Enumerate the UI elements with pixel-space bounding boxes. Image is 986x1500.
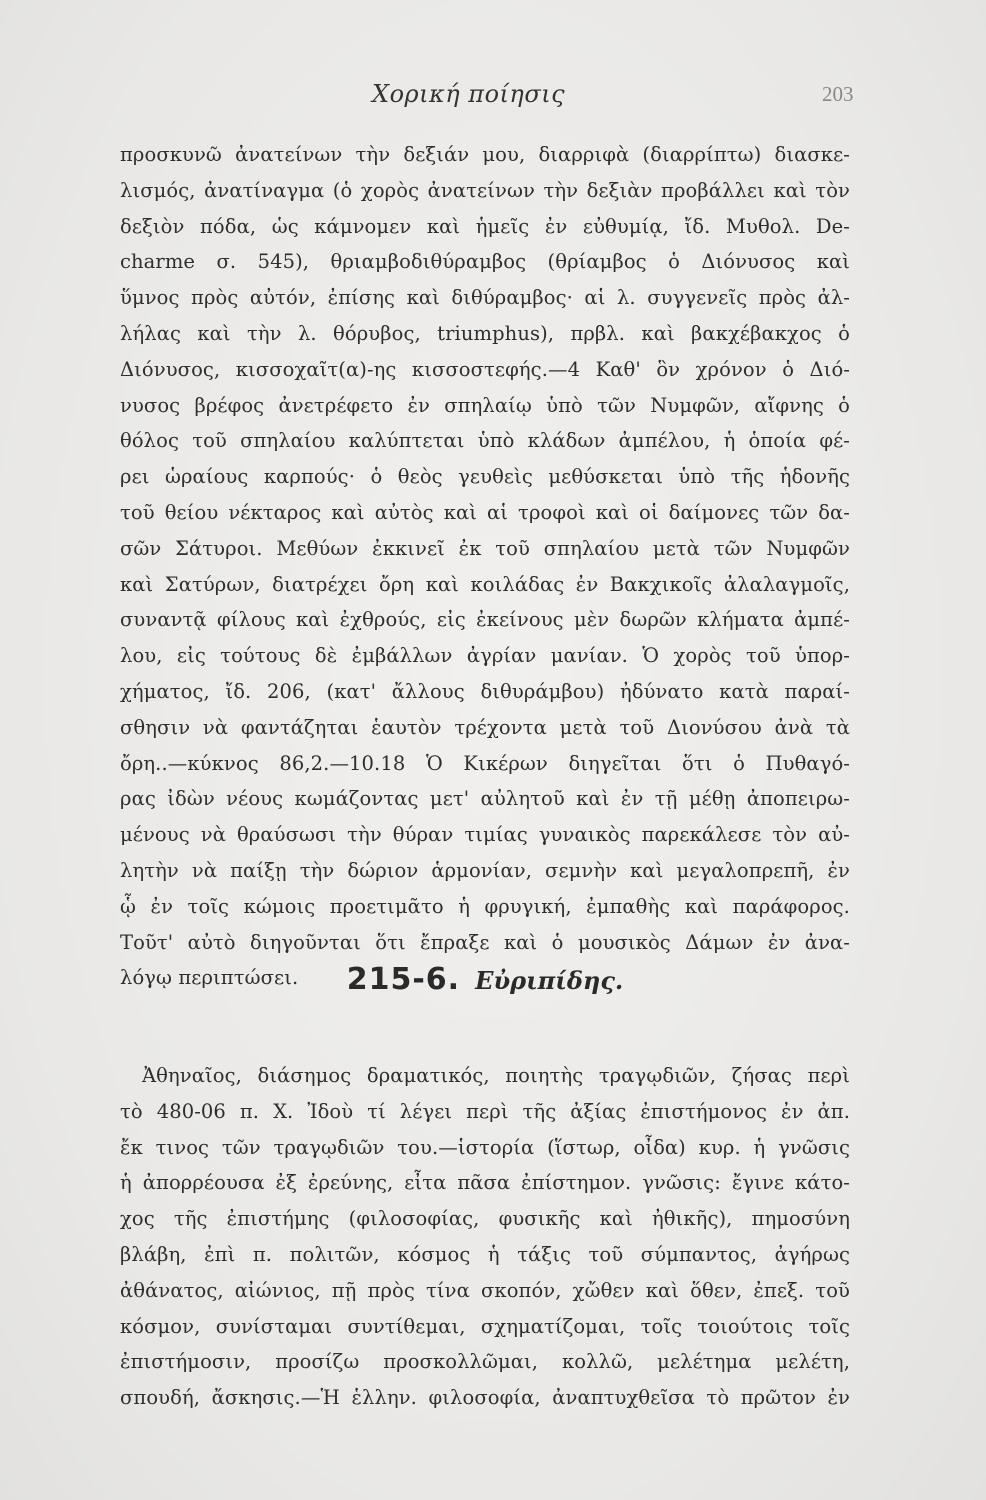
section-number: 215-6. <box>346 962 461 997</box>
section-heading <box>120 962 850 997</box>
text-line: Ἀθηναῖος, διάσημος δραματικός, ποιητὴς τραγῳδιῶν, ζήσας περὶ <box>142 1064 850 1087</box>
text-line: ρει ὡραίους καρπούς· ὁ θεὸς γευθεὶς μεθύσκεται ὑπὸ τῆς ἡδονῆς <box>120 465 850 489</box>
text-line: ὄρη..—κύκνος 86,2.—10.18 Ὁ Κικέρων διηγεῖται ὅτι ὁ Πυθαγό- <box>120 751 850 775</box>
text-line: ρας ἰδὼν νέους κωμάζοντας μετ' αὐλητοῦ καὶ ἐν τῇ μέθῃ ἀποπειρω- <box>120 787 850 811</box>
text-line: λητὴν νὰ παίξῃ τὴν δώριον ἁρμονίαν, σεμνὴν καὶ μεγαλοπρεπῆ, ἐν <box>120 858 850 882</box>
text-line: ἐπιστήμοσιν, προσίζω προσκολλῶμαι, κολλῶ, μελέτημα μελέτη, <box>120 1350 850 1374</box>
text-line: σθησιν νὰ φαντάζηται ἑαυτὸν τρέχοντα μετὰ τοῦ Διονύσου ἀνὰ τὰ <box>120 715 850 739</box>
text-line: τοῦ θείου νέκταρος καὶ αὐτὸς καὶ αἱ τροφοὶ καὶ οἱ δαίμονες τῶν δα- <box>120 500 850 524</box>
text-line: χος τῆς ἐπιστήμης (φιλοσοφίας, φυσικῆς καὶ ἠθικῆς), πημοσύνη <box>120 1207 850 1231</box>
section-title: Εὐριπίδης. <box>475 966 624 995</box>
text-line: λήλας καὶ τὴν λ. θόρυβος, triumphus), πρβλ. καὶ βακχέβακχος ὁ <box>120 321 850 345</box>
text-line: ὕμνος πρὸς αὐτόν, ἐπίσης καὶ διθύραμβος· αἱ λ. συγγενεῖς πρὸς ἀλ- <box>120 286 850 310</box>
text-line: δεξιὸν πόδα, ὡς κάμνομεν καὶ ἡμεῖς ἐν εὐθυμίᾳ, ἴδ. Μυθολ. De- <box>120 214 850 238</box>
text-line: Τοῦτ' αὐτὸ διηγοῦνται ὅτι ἔπραξε καὶ ὁ μουσικὸς Δάμων ἐν ἀνα- <box>120 930 850 954</box>
text-line: λου, εἰς τούτους δὲ ἐμβάλλων ἀγρίαν μανίαν. Ὁ χορὸς τοῦ ὑπορ- <box>120 644 850 668</box>
text-line: συναντᾷ φίλους καὶ ἐχθρούς, εἰς ἐκείνους μὲν δωρῶν κλήματα ἀμπέ- <box>120 608 850 632</box>
text-line: Διόνυσος, κισσοχαῖτ(α)-ης κισσοστεφής.—4 Καθ' ὃν χρόνον ὁ Διό- <box>120 357 850 381</box>
text-line: λόγῳ περιπτώσει. <box>120 966 299 990</box>
text-line: ἀθάνατος, αἰώνιος, πῇ πρὸς τίνα σκοπόν, χὤθεν καὶ ὅθεν, ἐπεξ. τοῦ <box>120 1278 850 1302</box>
text-line: προσκυνῶ ἀνατείνων τὴν δεξιάν μου, διαρριφὰ (διαρρίπτω) διασκε- <box>120 143 850 166</box>
text-line: κόσμον, συνίσταμαι συντίθεμαι, σχηματίζομαι, τοῖς τοιούτοις τοῖς <box>120 1314 850 1338</box>
text-line: σῶν Σάτυροι. Μεθύων ἐκκινεῖ ἐκ τοῦ σπηλαίου μετὰ τῶν Νυμφῶν <box>120 536 850 560</box>
commentary-paragraph <box>120 137 850 996</box>
running-title: Χορική ποίησις <box>372 80 566 108</box>
text-line: χήματος, ἴδ. 206, (κατ' ἄλλους διθυράμβου) ἠδύνατο κατὰ παραί- <box>120 679 850 703</box>
text-line: ἔκ τινος τῶν τραγῳδιῶν του.—ἱστορία (ἵστωρ, οἶδα) κυρ. ἡ γνῶσις <box>120 1135 850 1159</box>
text-line: ἡ ἀπορρέουσα ἐξ ἐρεύνης, εἶτα πᾶσα ἐπίστημον. γνῶσις: ἔγινε κάτο- <box>120 1171 850 1195</box>
text-line: τὸ 480-06 π. Χ. Ἰδοὺ τί λέγει περὶ τῆς ἀξίας ἐπιστήμονος ἐν ἀπ. <box>120 1099 850 1123</box>
text-line: βλάβη, ἐπὶ π. πολιτῶν, κόσμος ἡ τάξις τοῦ σύμπαντος, ἀγήρως <box>120 1242 850 1266</box>
page-header <box>0 80 986 120</box>
text-line: λισμός, ἀνατίναγμα (ὁ χορὸς ἀνατείνων τὴν δεξιὰν προβάλλει καὶ τὸν <box>120 178 850 202</box>
text-line: καὶ Σατύρων, διατρέχει ὄρη καὶ κοιλάδας ἐν Βακχικοῖς ἀλαλαγμοῖς, <box>120 572 850 596</box>
page-number: 203 <box>822 82 854 106</box>
text-line: σπουδή, ἄσκησις.—Ἡ ἑλλην. φιλοσοφία, ἀναπτυχθεῖσα τὸ πρῶτον ἐν <box>120 1386 850 1410</box>
text-line: θόλος τοῦ σπηλαίου καλύπτεται ὑπὸ κλάδων ἀμπέλου, ἡ ὁποία φέ- <box>120 429 850 453</box>
text-line: charme σ. 545), θριαμβοδιθύραμβος (θρίαμβος ὁ Διόνυσος καὶ <box>120 250 850 274</box>
text-line: μένους νὰ θραύσωσι τὴν θύραν τιμίας γυναικὸς παρεκάλεσε τὸν αὐ- <box>120 823 850 847</box>
text-line: νυσος βρέφος ἀνετρέφετο ἐν σπηλαίῳ ὑπὸ τῶν Νυμφῶν, αἴφνης ὁ <box>120 393 850 417</box>
text-line: ᾧ ἐν τοῖς κώμοις προετιμᾶτο ἡ φρυγική, ἐμπαθὴς καὶ παράφορος. <box>120 894 850 918</box>
section-paragraph <box>120 1058 850 1416</box>
